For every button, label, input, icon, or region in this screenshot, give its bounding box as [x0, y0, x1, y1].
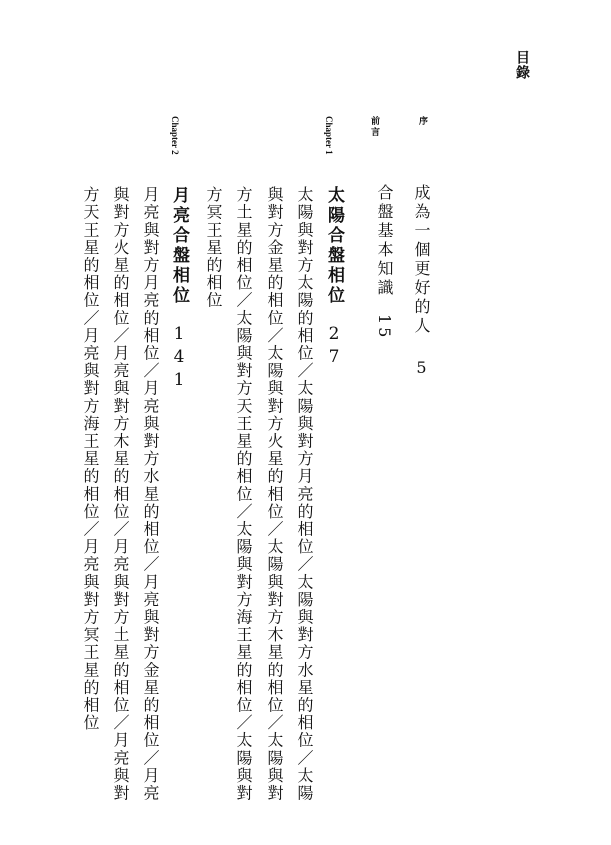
foreword-title: 合盤基本知識: [375, 184, 394, 298]
chapter-2-page: 141: [169, 324, 189, 393]
chapter-1-line-4: 方冥王星的相位: [204, 186, 223, 310]
foreword-label: 前言: [369, 116, 379, 138]
chapter-2-line-3: 方天王星的相位／月亮與對方海王星的相位／月亮與對方冥王星的相位: [81, 186, 100, 732]
foreword-page: 15: [375, 314, 394, 341]
chapter-1-line-1: 太陽與對方太陽的相位／太陽與對方月亮的相位／太陽與對方水星的相位／太陽: [295, 186, 314, 802]
preface-label: 序: [417, 116, 427, 127]
chapter-2-line-2: 與對方火星的相位／月亮與對方木星的相位／月亮與對方土星的相位／月亮與對: [111, 186, 130, 802]
chapter-1-line-2: 與對方金星的相位／太陽與對方火星的相位／太陽與對方木星的相位／太陽與對: [265, 186, 284, 802]
page-title: 目錄: [514, 50, 530, 80]
toc-entry-preface[interactable]: [410, 184, 433, 380]
chapter-1-label: Chapter 1: [324, 116, 334, 155]
chapter-1-title: 太陽合盤相位: [324, 186, 344, 306]
chapter-2-line-1: 月亮與對方月亮的相位／月亮與對方水星的相位／月亮與對方金星的相位／月亮: [141, 186, 160, 802]
preface-page: 5: [412, 358, 431, 380]
toc-entry-foreword[interactable]: [373, 184, 396, 340]
chapter-2-title: 月亮合盤相位: [169, 186, 189, 306]
chapter-1-page: 27: [324, 324, 344, 370]
preface-title: 成為一個更好的人: [412, 184, 431, 336]
chapter-1-line-3: 方土星的相位／太陽與對方天王星的相位／太陽與對方海王星的相位／太陽與對: [234, 186, 253, 802]
toc-entry-chapter-1[interactable]: [322, 186, 347, 370]
toc-entry-chapter-2[interactable]: [167, 186, 192, 393]
chapter-2-label: Chapter 2: [170, 116, 180, 155]
